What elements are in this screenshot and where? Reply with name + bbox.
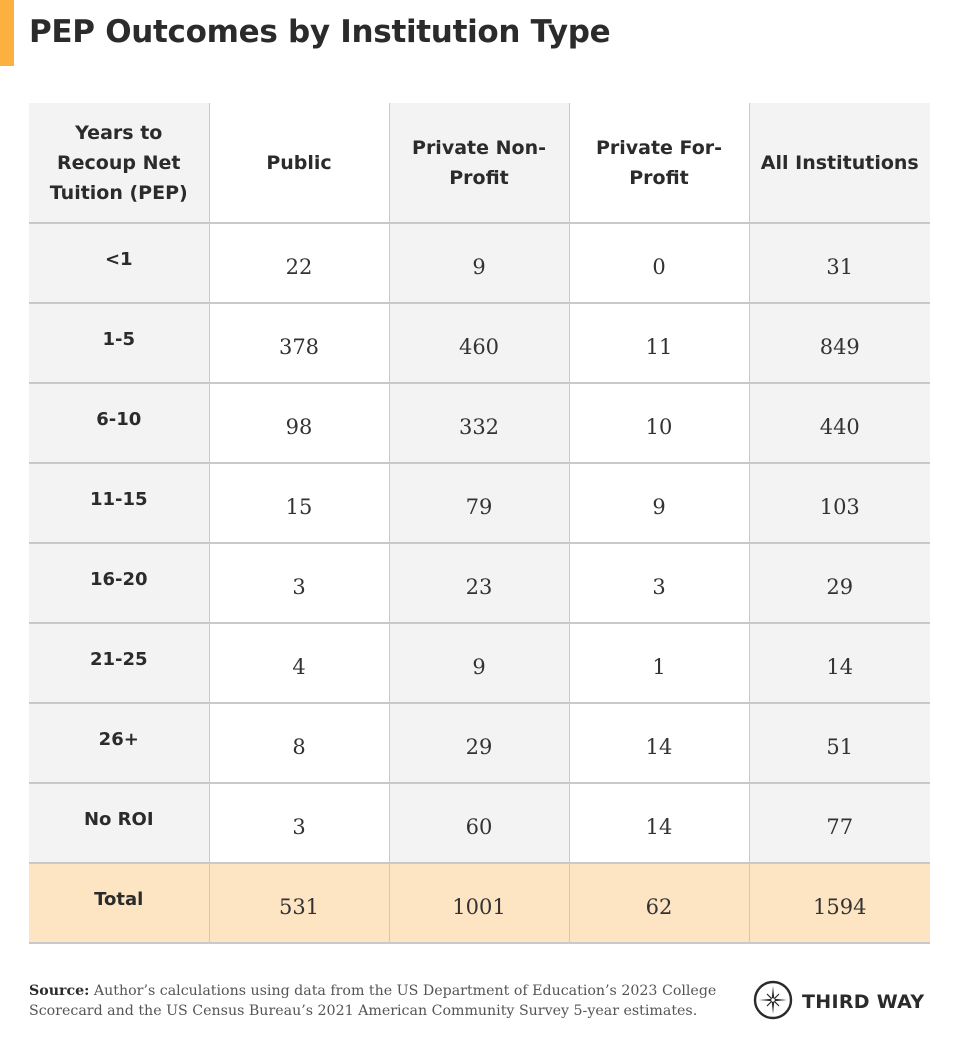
- total-private-non-profit: 1001: [389, 863, 569, 943]
- cell-all-institutions: 51: [749, 703, 930, 783]
- cell-private-for-profit: 14: [569, 703, 749, 783]
- column-header-private-non-profit: Private Non-Profit: [389, 103, 569, 223]
- cell-all-institutions: 77: [749, 783, 930, 863]
- row-label: 1-5: [29, 303, 209, 383]
- total-public: 531: [209, 863, 389, 943]
- column-header-all-institutions: All Institutions: [749, 103, 930, 223]
- cell-private-for-profit: 14: [569, 783, 749, 863]
- table-row: [29, 303, 930, 383]
- row-label: 11-15: [29, 463, 209, 543]
- cell-all-institutions: 440: [749, 383, 930, 463]
- total-label: Total: [29, 863, 209, 943]
- cell-public: 3: [209, 543, 389, 623]
- table-row: [29, 383, 930, 463]
- page-title: PEP Outcomes by Institution Type: [29, 14, 611, 50]
- row-label: 16-20: [29, 543, 209, 623]
- row-label: 21-25: [29, 623, 209, 703]
- cell-private-non-profit: 332: [389, 383, 569, 463]
- cell-private-for-profit: 1: [569, 623, 749, 703]
- cell-public: 3: [209, 783, 389, 863]
- table-row: [29, 463, 930, 543]
- compass-star-icon: [753, 980, 793, 1024]
- table-header-row: [29, 103, 930, 223]
- source-label: Source:: [29, 983, 90, 999]
- row-label: <1: [29, 223, 209, 303]
- cell-all-institutions: 29: [749, 543, 930, 623]
- cell-private-for-profit: 3: [569, 543, 749, 623]
- cell-private-non-profit: 9: [389, 623, 569, 703]
- source-note: [29, 981, 749, 1021]
- total-private-for-profit: 62: [569, 863, 749, 943]
- row-label: No ROI: [29, 783, 209, 863]
- cell-all-institutions: 849: [749, 303, 930, 383]
- total-row: [29, 863, 930, 943]
- title-accent-bar: [0, 0, 14, 66]
- cell-private-non-profit: 29: [389, 703, 569, 783]
- table-row: [29, 783, 930, 863]
- cell-private-for-profit: 10: [569, 383, 749, 463]
- total-all-institutions: 1594: [749, 863, 930, 943]
- cell-public: 22: [209, 223, 389, 303]
- cell-private-non-profit: 23: [389, 543, 569, 623]
- logo-text: THIRD WAY: [802, 991, 925, 1013]
- column-header-public: Public: [209, 103, 389, 223]
- table-row: [29, 223, 930, 303]
- row-label: 26+: [29, 703, 209, 783]
- pep-outcomes-table: [29, 103, 930, 944]
- cell-all-institutions: 103: [749, 463, 930, 543]
- cell-public: 98: [209, 383, 389, 463]
- column-header-private-for-profit: Private For-Profit: [569, 103, 749, 223]
- cell-public: 4: [209, 623, 389, 703]
- cell-all-institutions: 14: [749, 623, 930, 703]
- cell-public: 15: [209, 463, 389, 543]
- cell-private-for-profit: 9: [569, 463, 749, 543]
- cell-public: 8: [209, 703, 389, 783]
- cell-private-non-profit: 460: [389, 303, 569, 383]
- column-header-years: Years to Recoup Net Tuition (PEP): [29, 103, 209, 223]
- source-text: Author’s calculations using data from the US Department of Education’s 2023 College Scorecard and the US Census Bureau’s 2021 American Community Survey 5-year estimates.: [29, 983, 717, 1019]
- third-way-logo: [753, 980, 924, 1024]
- cell-public: 378: [209, 303, 389, 383]
- row-label: 6-10: [29, 383, 209, 463]
- cell-private-non-profit: 79: [389, 463, 569, 543]
- cell-private-non-profit: 9: [389, 223, 569, 303]
- cell-private-for-profit: 11: [569, 303, 749, 383]
- table-row: [29, 623, 930, 703]
- table-row: [29, 703, 930, 783]
- cell-all-institutions: 31: [749, 223, 930, 303]
- cell-private-for-profit: 0: [569, 223, 749, 303]
- cell-private-non-profit: 60: [389, 783, 569, 863]
- table-row: [29, 543, 930, 623]
